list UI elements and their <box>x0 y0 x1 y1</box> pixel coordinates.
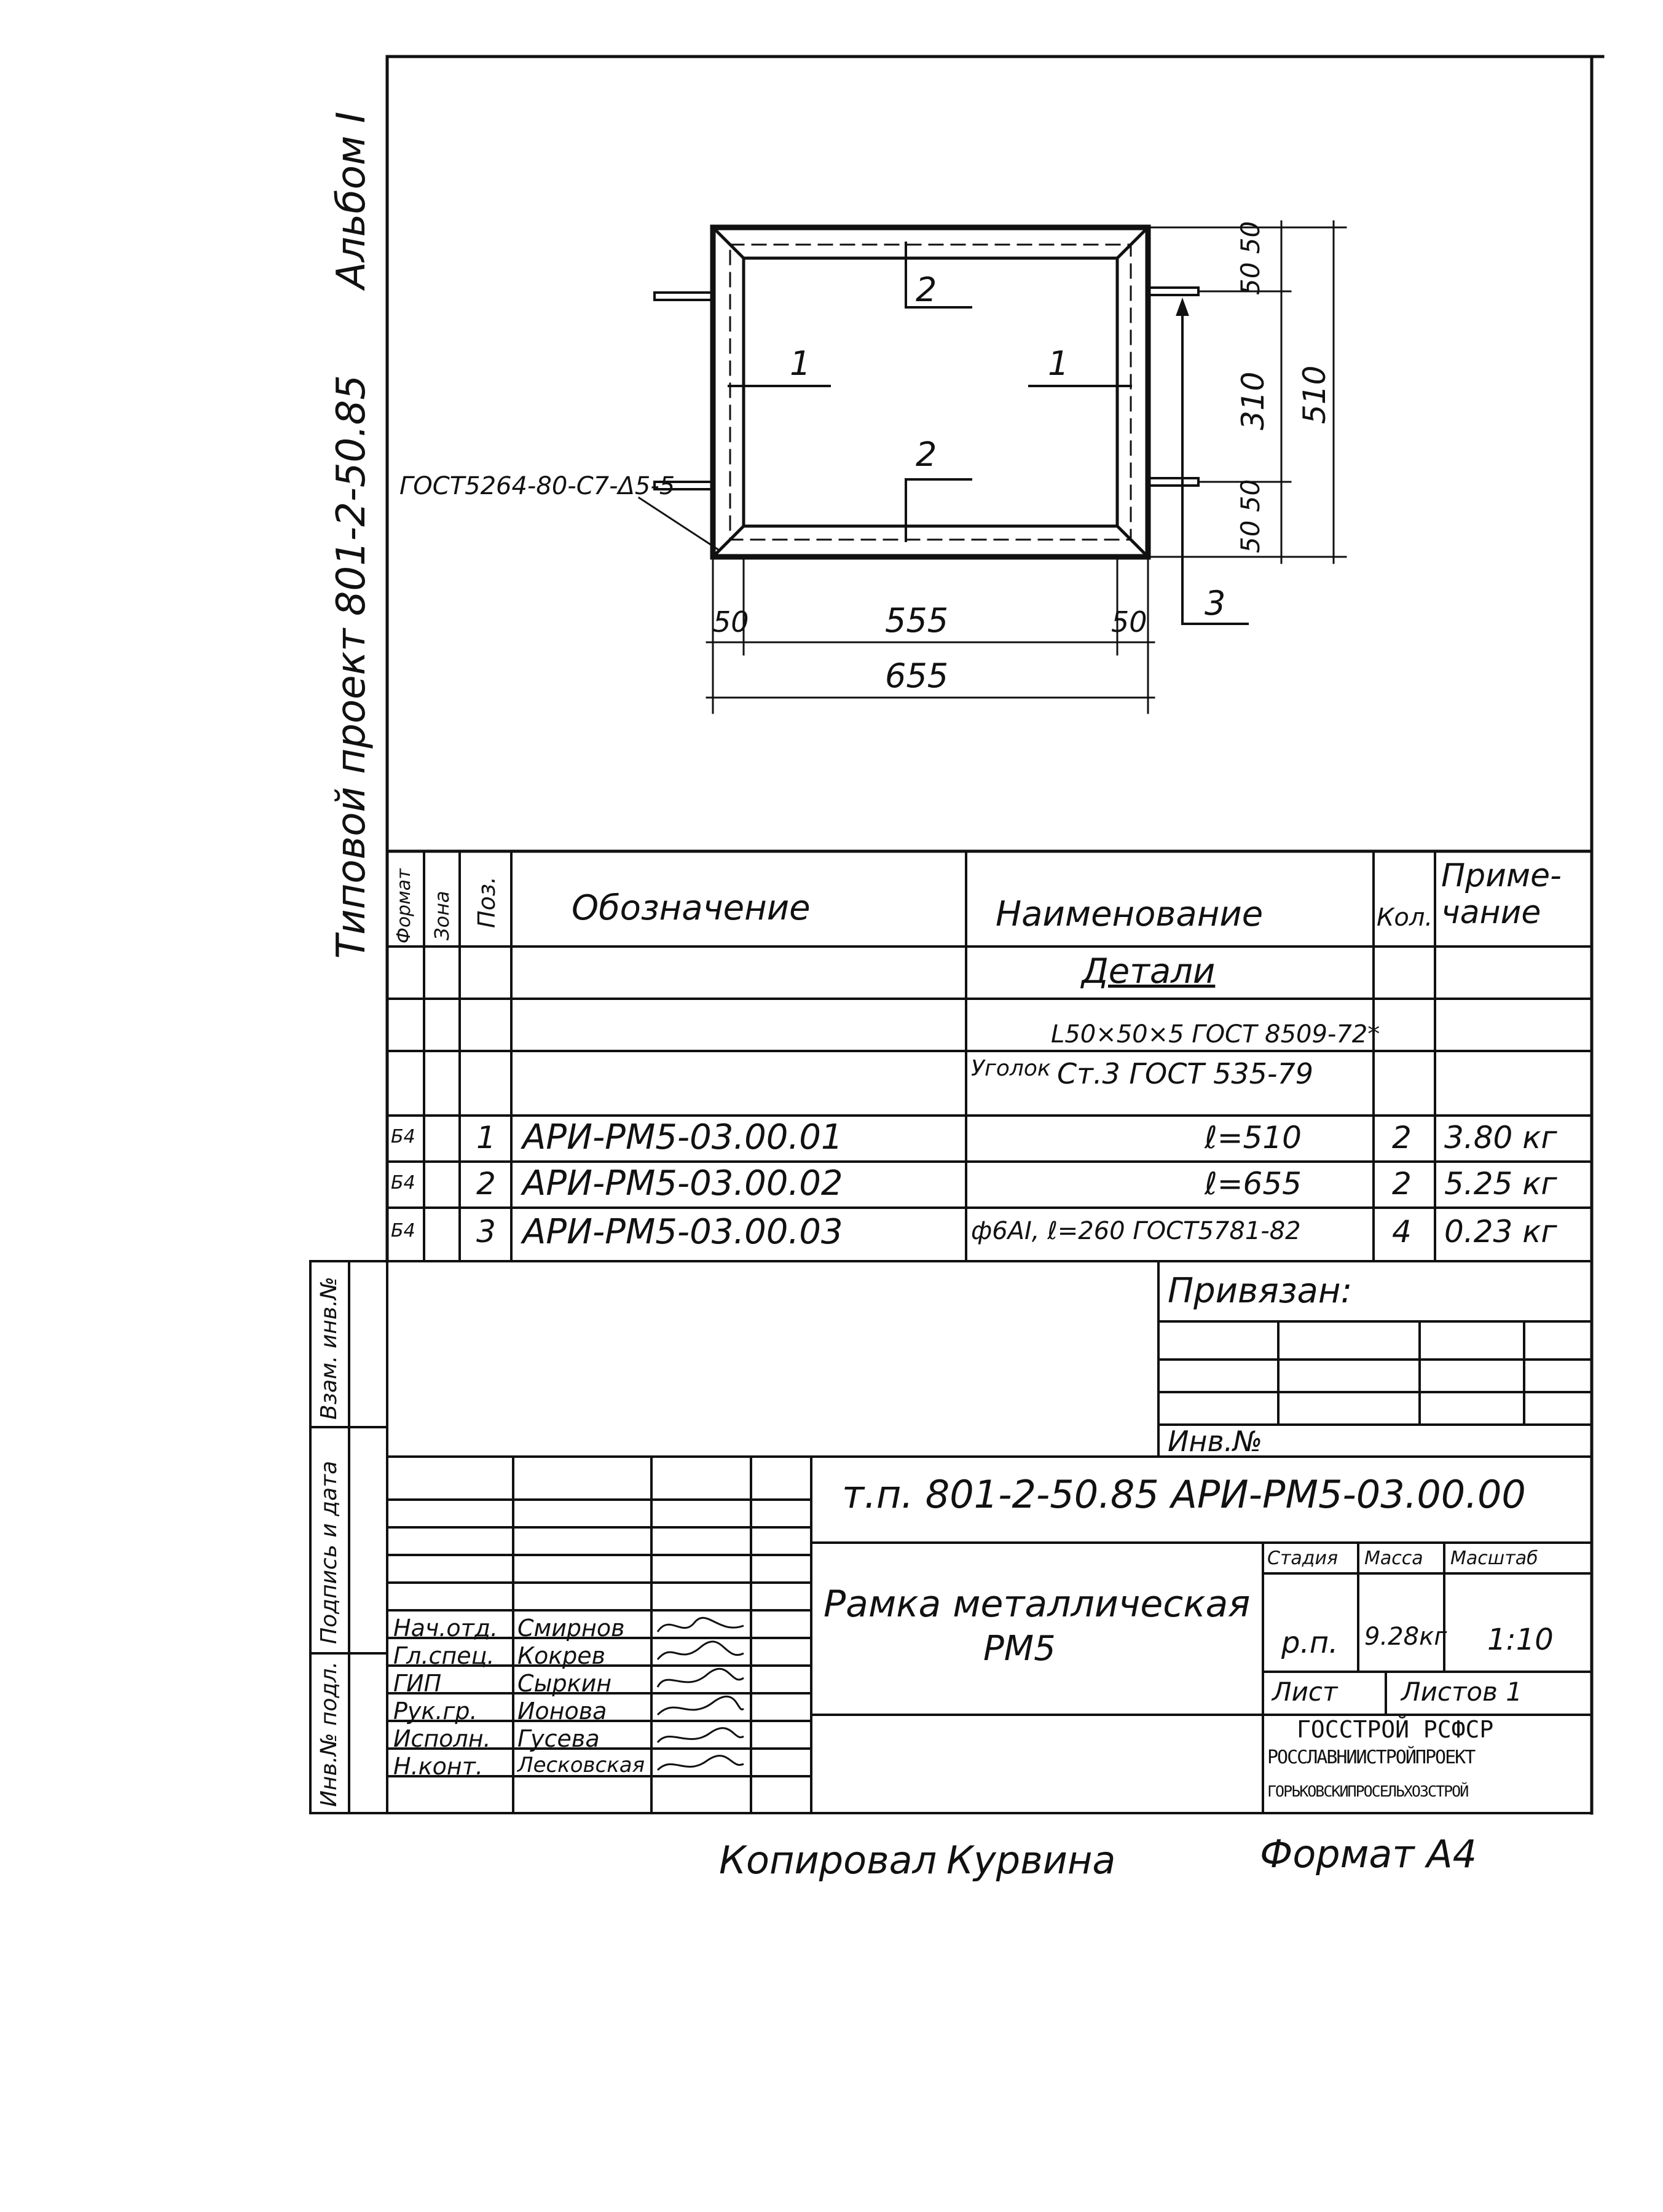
spec-header-zone: Зона <box>430 891 454 940</box>
spec-header-designation: Обозначение <box>572 888 811 928</box>
signer-name: Лесковская <box>517 1753 645 1777</box>
signature-marks <box>651 1610 753 1813</box>
binding-inv-no: Инв.№ <box>1168 1425 1263 1458</box>
signer-name: Кокрев <box>517 1642 606 1669</box>
spec-row-qty: 4 <box>1392 1214 1412 1250</box>
spec-section-title: Детали <box>1082 951 1216 991</box>
stage-label: Стадия <box>1267 1548 1339 1569</box>
signer-role: Исполн. <box>393 1725 491 1752</box>
project-code-vertical: Типовой проект 801-2-50.85 <box>329 374 374 959</box>
doc-code: т.п. 801-2-50.85 АРИ-РМ5-03.00.00 <box>842 1472 1526 1517</box>
signer-name: Ионова <box>517 1698 607 1725</box>
spec-row-pos: 3 <box>476 1214 496 1250</box>
signer-name: Смирнов <box>517 1615 625 1642</box>
signer-role: ГИП <box>393 1670 442 1697</box>
stamp-inv-sub: Взам. инв.№ <box>316 1277 342 1420</box>
mass-label: Масса <box>1364 1548 1423 1569</box>
section-marks <box>729 243 1248 624</box>
binding-title: Привязан: <box>1168 1271 1353 1311</box>
spec-row-format: Б4 <box>391 1220 415 1242</box>
spec-row-format: Б4 <box>391 1126 415 1147</box>
spec-row-pos: 1 <box>476 1120 496 1155</box>
section-mark-1-right: 1 <box>1048 344 1069 383</box>
sheets-label: Листов 1 <box>1401 1677 1522 1707</box>
dim-left: 50 <box>713 605 749 639</box>
signer-name: Гусева <box>517 1725 600 1752</box>
spec-material-line2: Ст.3 ГОСТ 535-79 <box>1057 1057 1314 1090</box>
scale-value: 1:10 <box>1487 1623 1554 1657</box>
spec-material-line1: L50×50×5 ГОСТ 8509-72* <box>1051 1020 1380 1049</box>
dim-middle: 310 <box>1235 371 1271 430</box>
spec-header-format: Формат <box>393 868 415 943</box>
spec-row-pos: 2 <box>476 1166 496 1202</box>
stamp-inv-orig: Инв.№ подл. <box>316 1661 342 1807</box>
section-mark-1-left: 1 <box>790 344 811 383</box>
org-line2: РОССЛАВНИИСТРОЙПРОЕКТ <box>1267 1747 1475 1768</box>
section-mark-2-bottom: 2 <box>916 435 937 474</box>
spec-header-pos: Поз. <box>473 876 500 928</box>
dim-top: 50 50 <box>1235 221 1265 295</box>
spec-material-label: Уголок <box>971 1056 1051 1081</box>
weld-note: ГОСТ5264-80-С7-Δ5-5 <box>399 472 675 500</box>
signer-role: Нач.отд. <box>393 1615 498 1642</box>
spec-row-name: ф6АI, ℓ=260 ГОСТ5781-82 <box>971 1217 1301 1245</box>
spec-row-qty: 2 <box>1392 1166 1412 1202</box>
dim-height: 510 <box>1297 365 1332 424</box>
spec-row-note: 5.25 кг <box>1444 1166 1557 1202</box>
dim-right: 50 <box>1111 605 1147 639</box>
spec-row-note: 0.23 кг <box>1444 1214 1557 1250</box>
spec-row-name: ℓ=655 <box>1205 1166 1302 1202</box>
copier-name: Курвина <box>946 1838 1116 1883</box>
album-label-vertical: Альбом I <box>329 111 374 289</box>
spec-row-designation: АРИ-РМ5-03.00.02 <box>522 1163 843 1203</box>
spec-row-qty: 2 <box>1392 1120 1412 1155</box>
dim-bottom: 50 50 <box>1235 479 1265 553</box>
dim-inner-width: 555 <box>885 601 949 640</box>
spec-row-format: Б4 <box>391 1172 415 1194</box>
doc-name-line2: РМ5 <box>983 1629 1056 1669</box>
spec-header-qty: Кол. <box>1377 903 1433 932</box>
spec-row-designation: АРИ-РМ5-03.00.01 <box>522 1117 843 1157</box>
org-line3: ГОРЬКОВСКИПРОСЕЛЬХОЗСТРОЙ <box>1267 1782 1468 1800</box>
scale-label: Масштаб <box>1450 1548 1538 1569</box>
spec-header-name: Наименование <box>996 894 1264 934</box>
signer-role: Гл.спец. <box>393 1642 495 1669</box>
org-line1: ГОССТРОЙ РСФСР <box>1297 1716 1494 1743</box>
spec-header-note: Приме-чание <box>1441 857 1562 931</box>
doc-name-line1: Рамка металлическая <box>824 1583 1251 1626</box>
spec-row-note: 3.80 кг <box>1444 1120 1557 1155</box>
stamp-sign-date: Подпись и дата <box>316 1460 342 1644</box>
signer-role: Рук.гр. <box>393 1698 478 1725</box>
weld-leader <box>639 498 719 550</box>
signer-role: Н.конт. <box>393 1753 483 1780</box>
section-mark-3: 3 <box>1205 584 1226 623</box>
sheet-label: Лист <box>1272 1677 1338 1707</box>
spec-row-designation: АРИ-РМ5-03.00.03 <box>522 1212 843 1252</box>
copied-label: Копировал <box>719 1838 937 1883</box>
signer-name: Сыркин <box>517 1670 612 1697</box>
spec-row-name: ℓ=510 <box>1205 1120 1302 1155</box>
format-label: Формат А4 <box>1260 1832 1477 1876</box>
section-mark-2-top: 2 <box>916 270 937 309</box>
dimension-lines <box>707 221 1346 713</box>
stage-value: р.п. <box>1281 1626 1339 1660</box>
dim-width: 655 <box>885 656 949 695</box>
mass-value: 9.28кг <box>1364 1623 1447 1651</box>
